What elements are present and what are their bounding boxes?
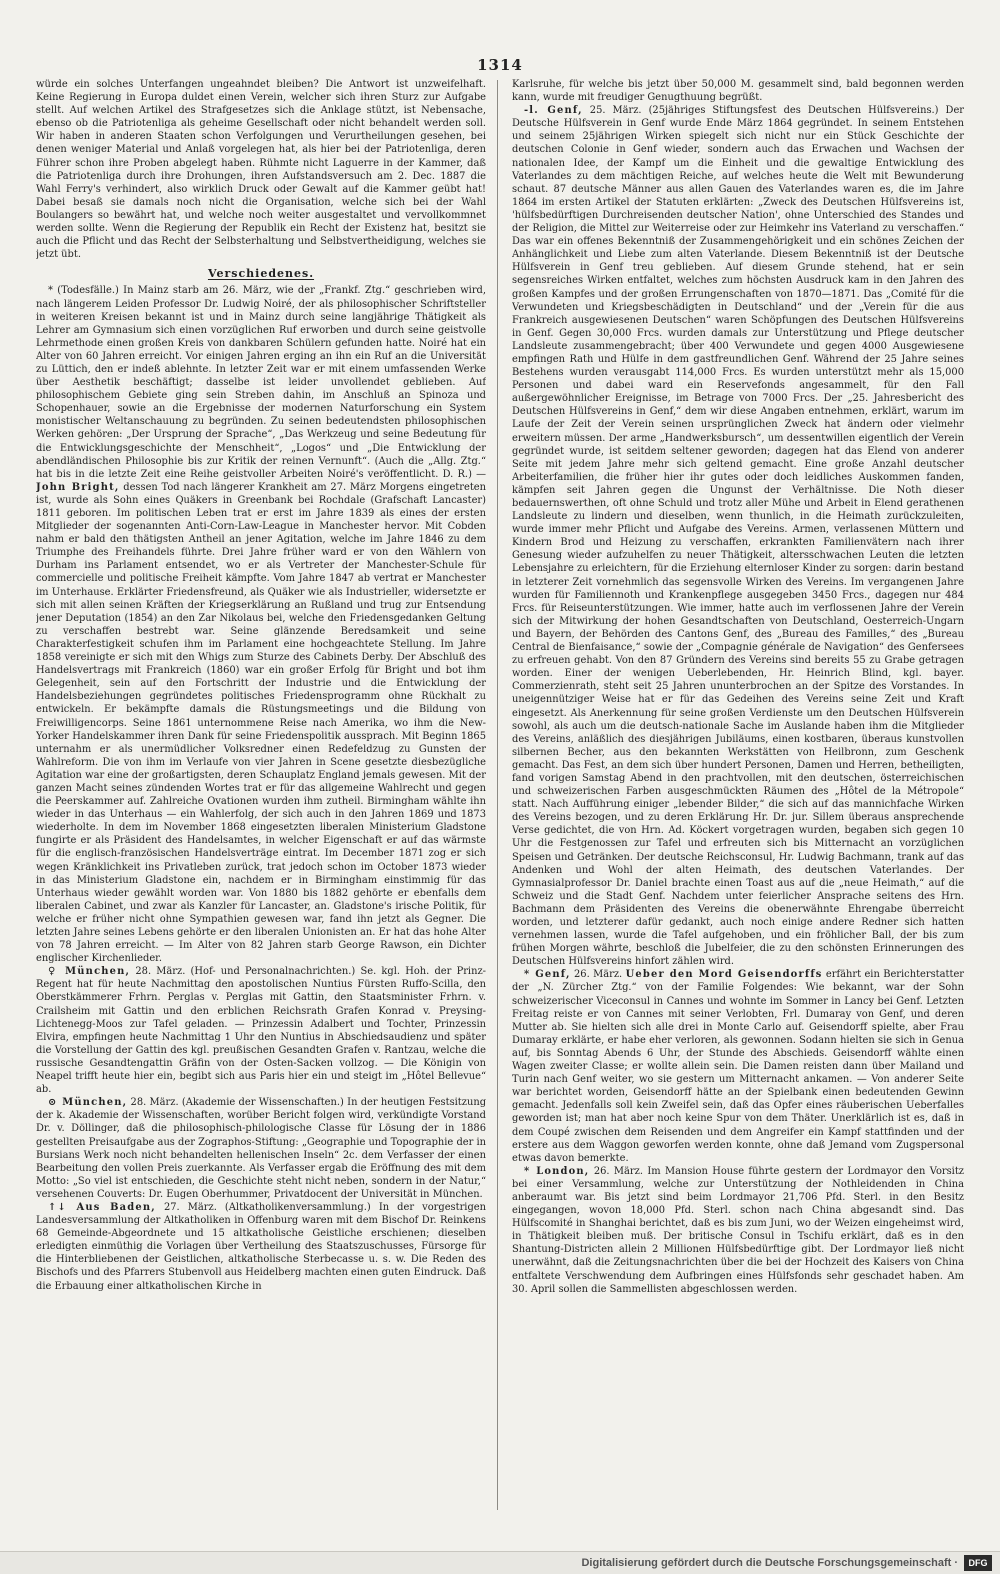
obituary-paragraph — [36, 284, 486, 965]
column-divider — [497, 80, 498, 1510]
dfg-logo-icon: DFG — [964, 1555, 992, 1571]
right-column — [512, 78, 964, 1518]
munich-court-head: 28. März. (Hof- und Personalnachrichten.) — [135, 966, 356, 978]
baden-text: In der vorgestrigen Landesversammlung der Altkatholiken in Offenburg waren mit dem Bischof Dr. Reinkens 68 Gemeinde-Abgeordnete und 15 altkatholische Geistliche erschienen; dieselben erledigten einmüthig die Vorlagen über Vertheilung des Staatszuschusses, Fürsorge für die Hinterbliebenen der Geistlichen, altkatholische Sterbecasse u. s. w. Die Reden des Bischofs und des Pfarrers Stubenvoll aus Heidelberg machten einen guten Eindruck. Daß die Erbauung einer altkatholischen Kirche in — [36, 1201, 486, 1292]
left-column — [36, 78, 486, 1518]
page-number: 1314 — [477, 56, 523, 74]
munich-academy-head: 28. März. (Akademie der Wissenschaften.) — [130, 1097, 344, 1109]
geneva-jubilee-label: -l. Genf, — [524, 105, 583, 117]
footer-credit: Digitalisierung gefördert durch die Deutsche Forschungsgemeinschaft · — [581, 1557, 958, 1569]
london-text: Im Mansion House führte gestern der Lordmayor den Vorsitz bei einer Versammlung, welche zur Unterstützung der Nothleidenden in China anberaumt war. Bis jetzt sind beim Lordmayor 21,706 Pfd. Sterl. in den Besitz eingegangen, wovon 18,000 Pfd. Sterl. schon nach China abgesandt sind. Das Hülfscomité in Shanghai berichtet, daß es bis zum Juni, wo der Weizen eingeheimst wird, in Thätigkeit bleiben muß. Der britische Consul in Tschifu erklärt, daß es in den Shantung-Districten allein 2 Millionen Hülfsbedürftige gibt. Der Lordmayor ließ nicht unerwähnt, daß die Zeitungsnachrichten über die bei der Hochzeit des Kaisers von China entfaltete Verschwendung dem Aufbringen eines Hülfsfonds sehr geschadet haben. Am 30. April sollen die Sammellisten abgeschlossen werden. — [512, 1165, 964, 1295]
geneva-jubilee-paragraph — [512, 104, 964, 968]
munich-academy-text: In der heutigen Festsitzung der k. Akademie der Wissenschaften, worüber Bericht folgen wird, verkündigte Vorstand Dr. v. Döllinger, daß die philosophisch-philologische Classe für Lösung der in 1886 gestellten Preisaufgabe aus der Zographos-Stiftung: „Geographie und Topographie der in Bursians Werk noch nicht behandelten hellenischen Inseln“ 2c. dem Verfasser der einen Bearbeitung den vollen Preis zuerkannte. Als Verfasser ergab die Eröffnung des mit dem Motto: „So viel ist entschieden, die Geschichte steht nicht neben, sondern in der Natur,“ versehenen Couverts: Dr. Eugen Oberhummer, Privatdocent der Universität in München. — [36, 1097, 486, 1200]
london-label: * London, — [524, 1165, 590, 1177]
left-intro-paragraph: würde ein solches Unterfangen ungeahndet bleiben? Die Antwort ist unzweifelhaft. Keine Regierung in Europa duldet einen Verein, welcher sich ihren Sturz zur Aufgabe stellt. Auf welchen Artikel des Strafgesetzes sich die Anklage stützt, ist Nebensache, ebenso ob die Patriotenliga als geheime Gesellschaft oder nicht behandelt werden soll. Wir haben in anderen Staaten schon Verfolgungen und Verurtheilungen gesehen, bei denen weniger Material und Anlaß vorgelegen hat, als hier bei der Patriotenliga, deren Führer schon ihre Proben abgelegt haben. Rühmte nicht Laguerre in der Kammer, daß die Patriotenliga durch ihre Drohungen, ihren Aufstandsversuch am 2. Dec. 1887 die Wahl Ferry's verhindert, also wirklich Druck oder Gewalt auf die Kammer geübt hat! Dabei besaß sie damals noch nicht die Organisation, welche sich bei der Wahl Boulangers so bewährt hat, und welche noch weiter ausgestaltet und vervollkommnet werden sollte. Wenn die Regierung der Republik ein Recht der Existenz hat, besitzt sie auch die Pflicht und das Recht der Selbsterhaltung und Selbstvertheidigung, welches sie jetzt übt. — [36, 79, 486, 261]
baden-head: 27. März. (Altkatholikenversammlung.) — [163, 1201, 371, 1213]
geneva-murder-text: erfährt ein Berichterstatter der „N. Zürcher Ztg.“ von der Familie Folgendes: Wie bekannt, war der Sohn schweizerischer Viceconsul in Cannes und wohnte im Sommer in Lancy bei Genf. Letzten Freitag reiste er von Cannes mit seiner Verlobten, Frl. Dumaray von Genf, und deren Mutter ab. Sie hielten sich alle drei in Monte Carlo auf. Geisendorff spielte, aber Frau Dumaray erklärte, er habe eher verloren, als gewonnen. Sodann hielten sie sich in Genua auf, bis Sonntag Abends 6 Uhr, der Stunde des Abschieds. Geisendorff wählte einen Wagen zweiter Classe; er wollte allein sein. Die Damen reisten dann über Mailand und Turin nach Genf weiter, wo sie gestern um Mitternacht ankamen. — Von anderer Seite war berichtet worden, Geisendorff hätte an der Spielbank einen bedeutenden Gewinn gemacht. Jedenfalls soll kein Zweifel sein, daß das Opfer eines räuberischen Ueberfalles geworden ist; man hat aber noch keine Spur von dem Thäter. Unerklärlich ist es, daß in dem Coupé zwischen dem Reisenden und dem Angreifer ein Kampf stattfinden und der erstere aus dem Waggon geworfen werden konnte, ohne daß Jemand vom Zugspersonal etwas davon bemerkte. — [512, 969, 964, 1164]
baden-paragraph — [36, 1201, 486, 1293]
right-intro-paragraph: Karlsruhe, für welche bis jetzt über 50,000 M. gesammelt sind, bald begonnen werden kann, wurde mit freudiger Genugthuung begrüßt. — [512, 79, 964, 104]
geneva-murder-label: * Genf, — [524, 969, 571, 981]
bright-text: dessen Tod nach längerer Krankheit am 27. März Morgens eingetreten ist, wurde als Sohn eines Quäkers in Greenbank bei Rochdale (Grafschaft Lancaster) 1811 geboren. Im politischen Leben trat er erst im Jahre 1839 als eines der ersten Mitglieder der sogenannten Anti-Corn-Law-League in Manchester hervor. Mit Cobden nahm er bald den thätigsten Antheil an jener Agitation, welche im Jahre 1846 zu dem Triumphe des Freihandels führte. Drei Jahre früher ward er von den Wählern von Durham ins Parlament entsendet, wo er als Vertreter der Manchester-Schule für commercielle und politische Freiheit kämpfte. Vom Jahre 1847 ab vertrat er Manchester im Unterhause. Erklärter Friedensfreund, als Quäker wie als Industrieller, widersetzte er sich mit allen seinen Kräften der Kriegserklärung an Rußland und trug zur Entsendung jener Deputation (1854) an den Zar Nikolaus bei, welche den Friedensgedanken Geltung zu verschaffen bestrebt war. Seine glänzende Beredsamkeit und seine Charakterfestigkeit schufen ihm im Parlament eine hochgeachtete Stellung. Im Jahre 1858 vereinigte er sich mit den Whigs zum Sturze des Cabinets Derby. Der Abschluß des Handelsvertrags mit Frankreich (1860) war ein großer Erfolg für Bright und bot ihm Gelegenheit, sein auf den Fortschritt der Industrie und die Entwicklung der Handelsbeziehungen gegründetes politisches Friedensprogramm ohne Rückhalt zu entwickeln. Er bekämpfte damals die Rüstungsmeetings und die Bildung von Freiwilligencorps. Seine 1861 unternommene Reise nach Amerika, wo ihm die New-Yorker Handelskammer ihren Dank für seine Friedenspolitik aussprach. Mit Beginn 1865 unternahm er als unermüdlicher Volksredner einen Redefeldzug zu Gunsten der Wahlreform. Die von ihm im Verlaufe von vier Jahren in Scene gesetzte diesbezügliche Agitation war eine der großartigsten, deren Schauplatz England jemals gewesen. Mit der ganzen Macht seines zündenden Wortes trat er für das allgemeine Wahlrecht und gegen die Peerskammer auf. Zahlreiche Ovationen wurden ihm zutheil. Birmingham wählte ihn wieder in das Unterhaus — ein Wahlerfolg, der sich auch in den Jahren 1869 und 1873 wiederholte. In dem im November 1868 eingesetzten liberalen Ministerium Gladstone fungirte er als Präsident des Handelsamtes, in welcher Eigenschaft er auf das wärmste für die englisch-französischen Handelsverträge eintrat. Im December 1871 zog er sich wegen Kränklichkeit ins Privatleben zurück, trat jedoch schon im October 1873 wieder in das Ministerium Gladstone ein, nachdem er in Birmingham einstimmig für das Unterhaus wieder gewählt worden war. Von 1880 bis 1882 gehörte er ebenfalls dem liberalen Cabinet, und zwar als Kanzler für Lancaster, an. Gladstone's irische Politik, für welche er früher nicht ohne Sympathien gewesen war, fand ihn jetzt als Gegner. Die letzten Jahre seines Lebens gehörte er den liberalen Unionisten an. Er hat das hohe Alter von 78 Jahren erreicht. — Im Alter von 82 Jahren starb George Rawson, ein Dichter englischer Kirchenlieder. — [36, 481, 486, 965]
section-heading: Verschiedenes. — [207, 267, 315, 281]
geneva-jubilee-text: Der Deutsche Hülfsverein in Genf wurde Ende März 1864 gegründet. In seinem Entstehen und seinem 25jährigen Wirken spiegelt sich nicht nur ein Stück Geschichte der deutschen Colonie in Genf wieder, sondern auch das Erwachen und Wachsen der nationalen Idee, der Kampf um die Einheit und die gewaltige Entwicklung des Vaterlandes zu dem mächtigen Reiche, auf welches heute die Welt mit Bewunderung schaut. 87 deutsche Männer aus allen Gauen des Vaterlandes waren es, die im Jahre 1864 im ersten Artikel der Statuten erklärten: „Zweck des Deutschen Hülfsvereins ist, 'hülfsbedürftigen Durchreisenden deutscher Nation', ohne Unterschied des Standes und der Religion, die Mittel zur Weiterreise oder zur Heimkehr ins Vaterland zu verschaffen.“ Das war ein offenes Bekenntniß der Zusammengehörigkeit und ein schönes Zeichen der Anhänglichkeit und Liebe zum alten Vaterlande. Diesem Bekenntniß ist der Deutsche Hülfsverein in Genf treu geblieben. Auf diesem Grunde stehend, hat er sein segensreiches Wirken entfaltet, welches zum höchsten Ausdruck kam in den Jahren des großen Kampfes und der großen Errungenschaften von 1870—1871. Das „Comité für die Verwundeten und Kriegsbeschädigten in Deutschland“ und der „Verein für die aus Frankreich ausgewiesenen Deutschen“ waren Schöpfungen des Deutschen Hülfsvereins in Genf. Gegen 30,000 Frcs. wurden damals zur Unterstützung und Pflege deutscher Landsleute zusammengebracht; über 400 Verwundete und gegen 4000 Ausgewiesene empfingen Rath und Hülfe in dem gastfreundlichen Genf. Während der 25 Jahre seines Bestehens wurden verausgabt 114,000 Frcs. Es wurden unterstützt mehr als 15,000 Personen und dabei ward ein Reservefonds angesammelt, für den Fall außergewöhnlicher Ereignisse, im Betrage von 7000 Frcs. Der „25. Jahresbericht des Deutschen Hülfsvereins in Genf,“ dem wir diese Angaben entnehmen, erklärt, warum im Laufe der Zeit der Verein seinen ursprünglichen Zweck hat ändern oder vielmehr erweitern müssen. Der arme „Handwerksbursch“, um dessentwillen eigentlich der Verein gegründet wurde, ist seitdem seltener geworden; dagegen hat das Elend von anderer Seite mit jedem Jahre mehr sich geltend gemacht. Eine große Anzahl deutscher Arbeiterfamilien, die früher hier ihr gutes oder doch leidliches Auskommen fanden, kämpfen seit Jahren gegen die Ungunst der Verhältnisse. Die Noth dieser bedauernswerthen, oft ohne Schuld und trotz aller Mühe und Arbeit in Elend gerathenen Landsleute zu lindern und dieselben, wenn thunlich, in die Heimath zurückzuleiten, wurde immer mehr Pflicht und Aufgabe des Vereins. Armen, verlassenen Müttern und Kindern Brod und Heizung zu verschaffen, erkrankten Familienvätern nach ihrer Genesung wieder aufzuhelfen zu neuer Thätigkeit, altersschwachen Leuten die letzten Lebensjahre zu erleichtern, für die Erziehung elternloser Kinder zu sorgen: darin bestand in letzterer Zeit vornehmlich das segensvolle Wirken des Vereins. Im vergangenen Jahre wurden für Familiennoth und Krankenpflege ausgegeben 3450 Frcs., dagegen nur 484 Frcs. für Reiseunterstützungen. Wie immer, hatte auch im verflossenen Jahre der Verein sich der Mitwirkung der hohen Gesandtschaften von Deutschland, Oesterreich-Ungarn und Bayern, der Behörden des Cantons Genf, des „Bureau des Familles,“ des „Bureau Central de Bienfaisance,“ sowie der „Compagnie générale de Navigation“ des Genfersees zu erfreuen gehabt. Von den 87 Gründern des Vereins sind bereits 55 zu Grabe getragen worden. Einer der wenigen Ueberlebenden, Hr. Heinrich Blind, kgl. bayer. Commerzienrath, steht seit 25 Jahren ununterbrochen an der Spitze des Vorstandes. In uneigennütziger Weise hat er für das Gedeihen des Vereins seine Zeit und Kraft eingesetzt. Als Anerkennung für seine großen Verdienste um den Deutschen Hülfsverein sowohl, als auch um die deutsch-nationale Sache im Auslande haben ihm die Mitglieder des Vereins, anläßlich des diesjährigen Jubiläums, einen kostbaren, überaus kunstvollen silbernen Becher, aus den bekannten Werkstätten von Heilbronn, zum Geschenk gemacht. Das Fest, an dem sich über hundert Personen, Damen und Herren, betheiligten, fand vorigen Samstag Abend in den prachtvollen, mit den deutschen, österreichischen und schweizerischen Farben ausgeschmückten Räumen des „Hôtel de la Métropole“ statt. Nach Aufführung einiger „lebender Bilder,“ die sich auf das mannichfache Wirken des Vereins bezogen, und zu deren Erklärung Hr. Dr. jur. Sillem überaus ansprechende Verse gedichtet, die von Hrn. Ad. Köckert vorgetragen wurden, begaben sich gegen 10 Uhr die Festgenossen zur Tafel und erfreuten sich bis Mitternacht an vorzüglichen Speisen und Getränken. Der deutsche Reichsconsul, Hr. Ludwig Bachmann, trank auf das Andenken und Wohl der alten Heimath, des deutschen Vaterlandes. Der Gymnasialprofessor Dr. Daniel brachte einen Toast aus auf die „neue Heimath,“ auf die Schweiz und die Stadt Genf. Nachdem unter feierlicher Ansprache seitens des Hrn. Bachmann dem Präsidenten des Vereins die obenerwähnte Ehrengabe überreicht worden, und letzterer dafür gedankt, auch noch einige andere Redner sich hatten vernehmen lassen, wurde die Tafel aufgehoben, und ein fröhlicher Ball, der bis zum frühen Morgen währte, beschloß die Jubelfeier, die zu den schönsten Erinnerungen des Deutschen Hülfsvereins hinfort zählen wird. — [512, 105, 964, 968]
munich-academy-label: ⊙ München, — [48, 1097, 128, 1109]
footer-bar — [0, 1551, 1000, 1574]
obituary-text: In Mainz starb am 26. März, wie der „Frankf. Ztg.“ geschrieben wird, nach längerem Leiden Professor Dr. Ludwig Noiré, der als philosophischer Schriftsteller in weiteren Kreisen bekannt ist und in Mainz durch seine langjährige Thätigkeit als Lehrer am Gymnasium sich einen vorzüglichen Ruf erworben und durch seine geistvolle Lehrmethode einen großen Kreis von dankbaren Schülern gefunden hatte. Noiré hat ein Alter von 60 Jahren erreicht. Vor einigen Jahren erging an ihn ein Ruf an die Universität zu Lüttich, den er indeß ablehnte. In letzter Zeit war er mit einem umfassenden Werke über Aesthetik beschäftigt; dasselbe ist leider unvollendet geblieben. Auf philosophischem Gebiete ging sein Streben dahin, im Anschluß an Spinoza und Schopenhauer, sowie an die Ergebnisse der modernen Naturforschung ein System monistischer Weltanschauung zu begründen. Zu seinen bedeutendsten philosophischen Werken gehören: „Der Ursprung der Sprache“, „Das Werkzeug und seine Bedeutung für die Entwicklungsgeschichte der Menschheit“, „Logos“ und „Die Entwicklung der abendländischen Philosophie bis zur Kritik der reinen Vernunft“. (Auch die „Allg. Ztg.“ hat bis in die letzte Zeit eine Reihe geistvoller Arbeiten Noiré's veröffentlicht. D. R.) — — [36, 285, 486, 480]
geneva-jubilee-head: 25. März. (25jähriges Stiftungsfest des Deutschen Hülfsvereins.) — [589, 105, 939, 117]
munich-court-label: ♀ München, — [48, 966, 131, 978]
baden-label: ↑↓ Aus Baden, — [48, 1201, 156, 1213]
obituary-label: * (Todesfälle.) — [48, 285, 119, 297]
geneva-murder-sub: Ueber den Mord Geisendorffs — [625, 969, 823, 981]
geneva-murder-paragraph — [512, 968, 964, 1164]
munich-court-paragraph — [36, 965, 486, 1096]
london-paragraph — [512, 1165, 964, 1296]
munich-academy-paragraph — [36, 1096, 486, 1201]
geneva-murder-head: 26. März. — [574, 969, 623, 981]
london-head: 26. März. — [593, 1165, 643, 1177]
bright-name: John Bright, — [36, 481, 120, 493]
munich-court-text: Se. kgl. Hoh. der Prinz-Regent hat für heute Nachmittag den apostolischen Nuntius Fürsten Ruffo-Scilla, den Oberstkämmerer Frhrn. Perglas v. Perglas mit Gattin, den Staatsminister Frhrn. v. Crailsheim mit Gattin und den erblichen Reichsrath Grafen Konrad v. Preysing-Lichtenegg-Moos zur Tafel geladen. — Prinzessin Adalbert und Tochter, Prinzessin Elvira, empfingen heute Nachmittag 1 Uhr den Nuntius in Abschiedsaudienz und später die Vorstellung der Gattin des kgl. preußischen Gesandten Grafen v. Rantzau, welche die russische Gesandtengattin Gräfin von der Osten-Sacken vollzog. — Die Königin von Neapel trifft heute hier ein, begibt sich aus Paris hier ein und steigt im „Hôtel Bellevue“ ab. — [36, 966, 486, 1096]
